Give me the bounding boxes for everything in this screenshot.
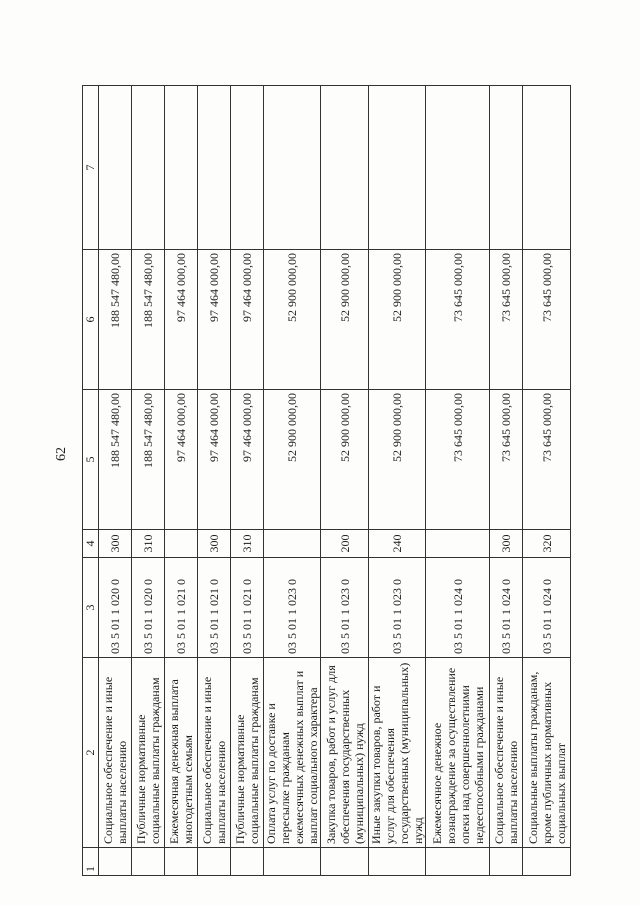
cell-col-7	[231, 86, 264, 250]
cell-code: 03 5 01 1 021 0	[165, 558, 198, 658]
cell-vr: 300	[198, 530, 231, 558]
cell-col-7	[426, 86, 490, 250]
cell-col-1	[523, 848, 571, 876]
table-row	[523, 86, 571, 876]
cell-vr	[264, 530, 321, 558]
cell-vr	[426, 530, 490, 558]
cell-name: Публичные нормативные социальные выплаты гражданам	[132, 658, 165, 848]
cell-amount-6: 97 464 000,00	[165, 250, 198, 390]
cell-col-1	[321, 848, 369, 876]
cell-amount-5: 97 464 000,00	[198, 390, 231, 530]
cell-amount-5: 73 645 000,00	[490, 390, 523, 530]
header-col-6: 6	[83, 250, 99, 390]
cell-name: Публичные нормативные социальные выплаты гражданам	[231, 658, 264, 848]
cell-code: 03 5 01 1 024 0	[490, 558, 523, 658]
cell-col-1	[264, 848, 321, 876]
cell-amount-6: 188 547 480,00	[99, 250, 132, 390]
cell-col-7	[264, 86, 321, 250]
cell-col-7	[198, 86, 231, 250]
cell-amount-6: 52 900 000,00	[264, 250, 321, 390]
header-col-3: 3	[83, 558, 99, 658]
cell-vr	[165, 530, 198, 558]
header-col-5: 5	[83, 390, 99, 530]
cell-vr: 310	[132, 530, 165, 558]
cell-col-7	[132, 86, 165, 250]
cell-col-7	[490, 86, 523, 250]
cell-col-1	[490, 848, 523, 876]
cell-amount-6: 97 464 000,00	[231, 250, 264, 390]
cell-vr: 310	[231, 530, 264, 558]
table-row	[165, 86, 198, 876]
cell-col-7	[321, 86, 369, 250]
cell-name: Ежемесячное денежное вознаграждение за осуществление опеки над совершеннолетними недееспособными гражданами	[426, 658, 490, 848]
cell-vr: 200	[321, 530, 369, 558]
cell-col-7	[369, 86, 426, 250]
cell-vr: 300	[490, 530, 523, 558]
cell-col-1	[132, 848, 165, 876]
cell-col-7	[523, 86, 571, 250]
table-row	[264, 86, 321, 876]
cell-amount-6: 52 900 000,00	[369, 250, 426, 390]
cell-amount-5: 188 547 480,00	[132, 390, 165, 530]
cell-vr: 240	[369, 530, 426, 558]
cell-code: 03 5 01 1 023 0	[369, 558, 426, 658]
cell-vr: 300	[99, 530, 132, 558]
cell-vr: 320	[523, 530, 571, 558]
cell-name: Социальное обеспечение и иные выплаты населению	[490, 658, 523, 848]
table-row	[99, 86, 132, 876]
cell-col-1	[198, 848, 231, 876]
table-row	[231, 86, 264, 876]
header-col-2: 2	[83, 658, 99, 848]
cell-name: Оплата услуг по доставке и пересылке гражданам ежемесячных денежных выплат и выплат социального характера	[264, 658, 321, 848]
rotated-table-frame	[82, 86, 568, 876]
cell-col-1	[369, 848, 426, 876]
table-row	[321, 86, 369, 876]
cell-col-1	[231, 848, 264, 876]
cell-col-7	[165, 86, 198, 250]
rotated-table-wrapper	[82, 86, 568, 876]
cell-code: 03 5 01 1 021 0	[198, 558, 231, 658]
cell-name: Закупка товаров, работ и услуг для обеспечения государственных (муниципальных) нужд	[321, 658, 369, 848]
cell-code: 03 5 01 1 021 0	[231, 558, 264, 658]
cell-col-1	[426, 848, 490, 876]
cell-name: Социальное обеспечение и иные выплаты населению	[99, 658, 132, 848]
cell-code: 03 5 01 1 024 0	[426, 558, 490, 658]
table-row	[490, 86, 523, 876]
cell-col-7	[99, 86, 132, 250]
cell-amount-5: 52 900 000,00	[321, 390, 369, 530]
cell-col-1	[165, 848, 198, 876]
table-row	[369, 86, 426, 876]
cell-amount-5: 73 645 000,00	[523, 390, 571, 530]
table-header-row	[83, 86, 99, 876]
table-row	[198, 86, 231, 876]
cell-amount-6: 97 464 000,00	[198, 250, 231, 390]
header-col-1: 1	[83, 848, 99, 876]
cell-amount-6: 73 645 000,00	[490, 250, 523, 390]
cell-amount-6: 188 547 480,00	[132, 250, 165, 390]
cell-amount-6: 73 645 000,00	[426, 250, 490, 390]
budget-table	[82, 85, 571, 876]
cell-code: 03 5 01 1 020 0	[132, 558, 165, 658]
page-number: 62	[54, 447, 69, 461]
cell-col-1	[99, 848, 132, 876]
cell-code: 03 5 01 1 023 0	[264, 558, 321, 658]
cell-code: 03 5 01 1 020 0	[99, 558, 132, 658]
cell-amount-5: 97 464 000,00	[165, 390, 198, 530]
cell-name: Социальное обеспечение и иные выплаты населению	[198, 658, 231, 848]
cell-amount-5: 97 464 000,00	[231, 390, 264, 530]
cell-amount-5: 52 900 000,00	[264, 390, 321, 530]
cell-code: 03 5 01 1 023 0	[321, 558, 369, 658]
cell-name: Социальные выплаты гражданам, кроме публичных нормативных социальных выплат	[523, 658, 571, 848]
cell-name: Иные закупки товаров, работ и услуг для обеспечения государственных (муниципальных) нужд	[369, 658, 426, 848]
cell-amount-6: 52 900 000,00	[321, 250, 369, 390]
header-col-7: 7	[83, 86, 99, 250]
cell-amount-5: 73 645 000,00	[426, 390, 490, 530]
table-row	[426, 86, 490, 876]
table-row	[132, 86, 165, 876]
cell-code: 03 5 01 1 024 0	[523, 558, 571, 658]
cell-amount-5: 52 900 000,00	[369, 390, 426, 530]
header-col-4: 4	[83, 530, 99, 558]
cell-name: Ежемесячная денежная выплата многодетным семьям	[165, 658, 198, 848]
cell-amount-6: 73 645 000,00	[523, 250, 571, 390]
cell-amount-5: 188 547 480,00	[99, 390, 132, 530]
